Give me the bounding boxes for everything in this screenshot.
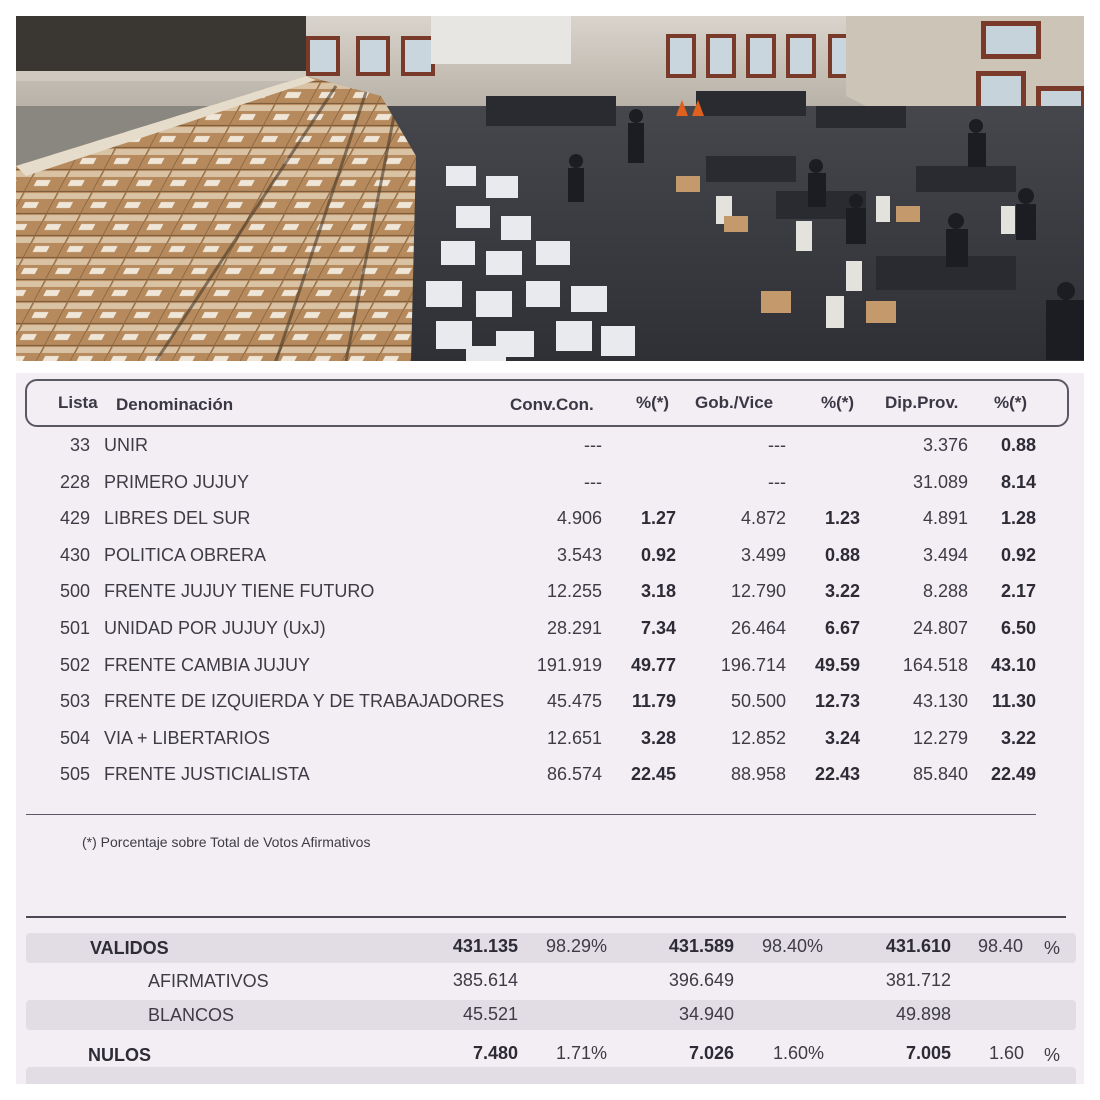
validos-gob-pct: 98.40% (762, 936, 824, 956)
results-sheet (16, 373, 1084, 1084)
row-denominacion: LIBRES DEL SUR (104, 508, 251, 529)
row-conv-pct: 3.18 (640, 581, 676, 602)
row-dip-pct: 0.92 (1000, 544, 1036, 565)
nulos-dip-pct: 1.60 (989, 1043, 1025, 1063)
row-gob: --- (768, 435, 786, 455)
row-gob-pct: 22.43 (814, 764, 860, 785)
row-conv: 3.543 (556, 544, 602, 565)
row-denominacion: VIA + LIBERTARIOS (104, 727, 270, 748)
validos-label: VALIDOS (90, 938, 169, 958)
header-gob: Gob./Vice (695, 393, 774, 412)
row-conv: 28.291 (546, 618, 602, 638)
row-gob: 12.852 (730, 727, 786, 748)
row-gob: 50.500 (730, 691, 786, 712)
row-dip-pct: 0.88 (1000, 435, 1036, 455)
row-gob-pct: 1.23 (824, 508, 860, 529)
row-lista: 502 (59, 654, 90, 675)
row-denominacion: FRENTE DE IZQUIERDA Y DE TRABAJADORES (104, 691, 505, 712)
row-lista: 500 (59, 581, 90, 602)
row-conv-pct: 22.45 (630, 764, 676, 785)
nulos-gob: 7.026 (688, 1043, 734, 1063)
row-dip: 8.288 (922, 581, 968, 602)
validos-conv-pct: 98.29% (546, 936, 608, 956)
table-row (16, 760, 1084, 790)
nulos-dip: 7.005 (905, 1043, 951, 1063)
row-gob-pct: 6.67 (824, 618, 860, 638)
table-row (16, 687, 1084, 717)
table-row (16, 541, 1084, 571)
nulos-gob-pct: 1.60% (773, 1043, 825, 1063)
row-gob-pct: 49.59 (814, 654, 860, 675)
row-gob-pct: 0.88 (824, 544, 860, 565)
bottom-band (26, 1067, 1076, 1084)
row-denominacion: POLITICA OBRERA (104, 544, 267, 565)
row-dip-pct: 6.50 (1000, 618, 1036, 638)
row-conv: 12.651 (546, 727, 602, 748)
row-conv-pct: 11.79 (631, 691, 676, 712)
row-conv: 86.574 (546, 764, 602, 785)
table-row (16, 468, 1084, 498)
row-gob-pct: 12.73 (814, 691, 860, 712)
row-denominacion: PRIMERO JUJUY (104, 471, 250, 492)
row-dip: 85.840 (912, 764, 968, 785)
row-lista: 503 (59, 691, 90, 712)
row-conv: 191.919 (536, 654, 602, 675)
row-conv-pct: 1.27 (640, 508, 676, 529)
header-pct-conv: %(*) (636, 393, 670, 412)
header-conv: Conv.Con. (510, 395, 594, 414)
row-conv: 12.255 (546, 581, 602, 602)
row-lista: 504 (59, 727, 90, 748)
blancos-dip: 49.898 (895, 1004, 951, 1024)
summary-top-rule (26, 916, 1066, 918)
row-conv: 4.906 (556, 508, 602, 529)
row-conv-pct: 3.28 (640, 727, 676, 748)
footnote: (*) Porcentaje sobre Total de Votos Afirmativos (82, 834, 371, 850)
row-lista: 228 (59, 471, 90, 492)
row-lista: 505 (59, 764, 90, 785)
validos-conv: 431.135 (452, 936, 518, 956)
nulos-label: NULOS (88, 1045, 151, 1065)
row-dip: 31.089 (912, 471, 968, 492)
row-denominacion: UNIDAD POR JUJUY (UxJ) (104, 618, 326, 638)
row-dip-pct: 11.30 (991, 691, 1036, 712)
row-dip-pct: 2.17 (1000, 581, 1036, 602)
afirmativos-dip: 381.712 (885, 970, 951, 990)
row-gob: 196.714 (720, 654, 786, 675)
row-lista: 430 (59, 544, 90, 565)
table-row (16, 577, 1084, 607)
row-lista: 501 (59, 618, 90, 638)
row-dip: 3.376 (922, 435, 968, 455)
table-bottom-rule (26, 814, 1036, 815)
afirmativos-gob: 396.649 (668, 970, 734, 990)
row-dip: 164.518 (902, 654, 968, 675)
blancos-conv: 45.521 (462, 1004, 518, 1024)
row-gob: 12.790 (730, 581, 786, 602)
blancos-gob: 34.940 (678, 1004, 734, 1024)
row-gob: 4.872 (740, 508, 786, 529)
validos-gob: 431.589 (668, 936, 734, 956)
validos-dip: 431.610 (885, 936, 951, 956)
row-lista: 429 (59, 508, 90, 529)
table-row (16, 431, 1084, 461)
row-dip: 43.130 (912, 691, 968, 712)
row-dip-pct: 22.49 (990, 764, 1036, 785)
afirmativos-label: AFIRMATIVOS (148, 971, 269, 991)
table-row (16, 504, 1084, 534)
row-denominacion: FRENTE JUSTICIALISTA (104, 764, 310, 785)
row-gob: 3.499 (740, 544, 786, 565)
row-gob: 26.464 (730, 618, 786, 638)
table-row (16, 651, 1084, 681)
afirmativos-conv: 385.614 (452, 970, 518, 990)
validos-pct-sign: % (1044, 938, 1061, 958)
table-row (16, 724, 1084, 754)
row-lista: 33 (69, 435, 90, 455)
row-denominacion: FRENTE JUJUY TIENE FUTURO (104, 581, 375, 602)
row-denominacion: UNIR (104, 435, 148, 455)
header-lista: Lista (58, 393, 98, 412)
row-gob: --- (768, 471, 786, 492)
row-gob-pct: 3.22 (824, 581, 860, 602)
row-conv-pct: 0.92 (640, 544, 676, 565)
row-dip-pct: 8.14 (1000, 471, 1036, 492)
nulos-conv-pct: 1.71% (556, 1043, 608, 1063)
row-dip-pct: 1.28 (1000, 508, 1036, 529)
row-conv: --- (584, 435, 602, 455)
header-dip: Dip.Prov. (885, 393, 959, 412)
counting-hall-illustration (16, 16, 1084, 361)
counting-hall-photo (16, 16, 1084, 361)
nulos-conv: 7.480 (472, 1043, 518, 1063)
row-conv-pct: 7.34 (640, 618, 676, 638)
row-dip: 12.279 (912, 727, 968, 748)
header-pct-dip: %(*) (994, 393, 1028, 412)
row-gob: 88.958 (730, 764, 786, 785)
nulos-pct-sign: % (1044, 1045, 1061, 1065)
row-dip-pct: 3.22 (1000, 727, 1036, 748)
header-denominacion: Denominación (116, 395, 234, 414)
row-denominacion: FRENTE CAMBIA JUJUY (104, 654, 311, 675)
row-dip-pct: 43.10 (990, 654, 1036, 675)
header-pct-gob: %(*) (821, 393, 855, 412)
row-conv: 45.475 (546, 691, 602, 712)
row-conv: --- (584, 471, 602, 492)
row-dip: 24.807 (912, 618, 968, 638)
row-dip: 4.891 (922, 508, 968, 529)
validos-dip-pct: 98.40 (978, 936, 1024, 956)
row-conv-pct: 49.77 (630, 654, 676, 675)
row-dip: 3.494 (922, 544, 968, 565)
table-row (16, 614, 1084, 644)
row-gob-pct: 3.24 (824, 727, 860, 748)
blancos-label: BLANCOS (148, 1005, 235, 1025)
